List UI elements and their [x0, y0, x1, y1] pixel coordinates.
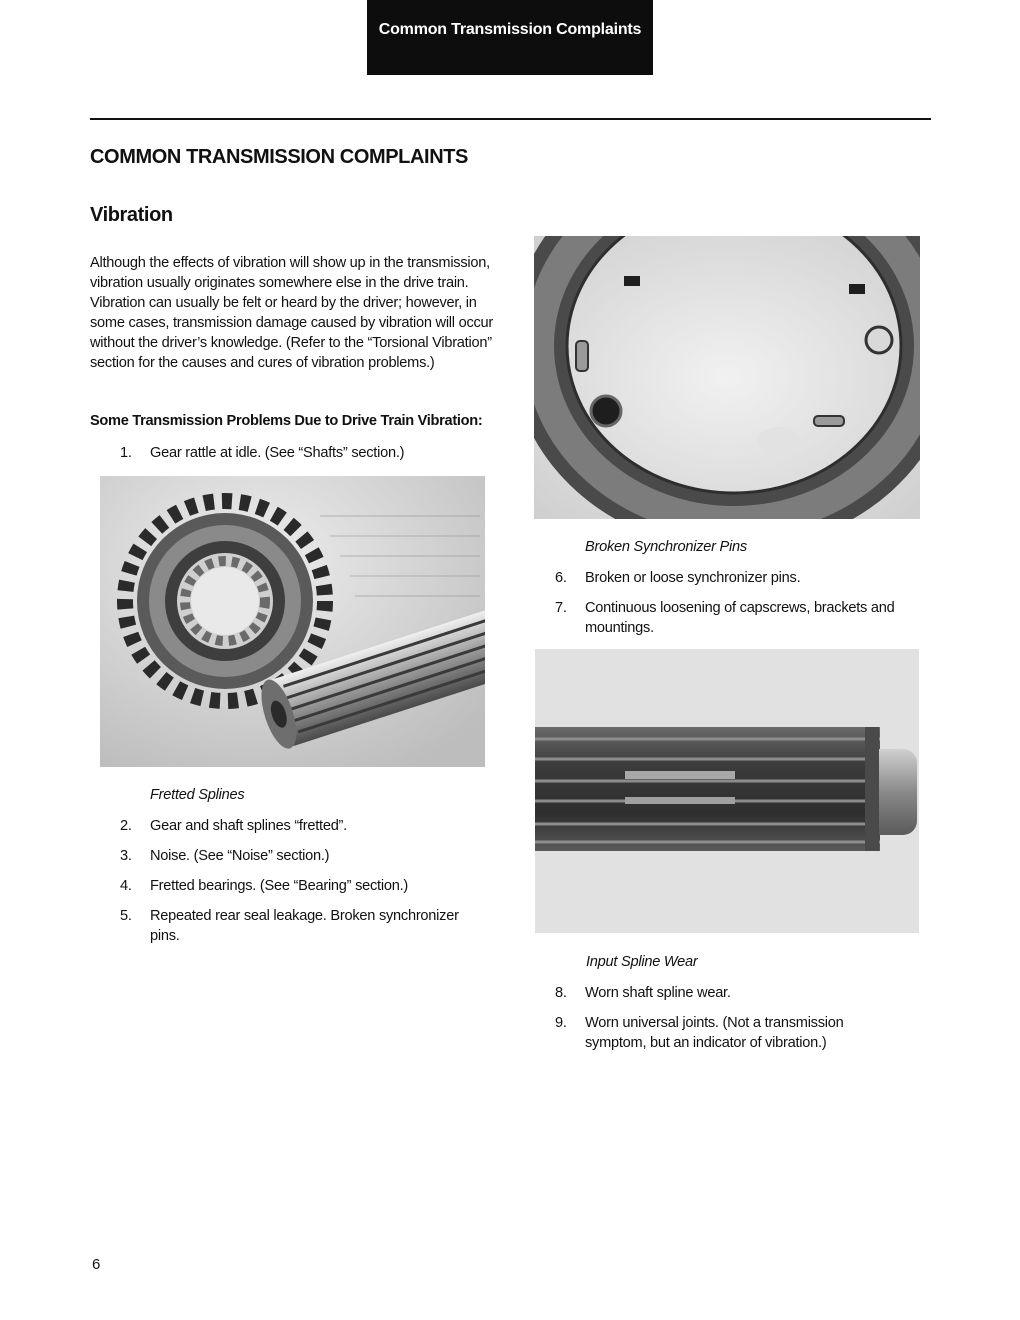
list-number: 3. [120, 848, 132, 864]
list-number: 1. [120, 445, 132, 461]
list-text: Worn shaft spline wear. [585, 985, 731, 1001]
page-number: 6 [92, 1256, 101, 1273]
input-spline-wear-photo [535, 649, 919, 933]
list-text: Gear rattle at idle. (See “Shafts” section.) [150, 445, 405, 461]
figure-caption: Input Spline Wear [586, 954, 698, 970]
list-text: Repeated rear seal leakage. Broken synchronizer pins. [150, 908, 459, 944]
figure-caption: Fretted Splines [150, 787, 245, 803]
list-number: 9. [555, 1015, 567, 1031]
list-number: 5. [120, 908, 132, 924]
fretted-splines-photo [100, 476, 485, 767]
list-number: 4. [120, 878, 132, 894]
header-rule [90, 118, 931, 120]
list-text: Broken or loose synchronizer pins. [585, 570, 801, 586]
list-text: Fretted bearings. (See “Bearing” section.) [150, 878, 408, 894]
list-number: 7. [555, 600, 567, 616]
list-text: Continuous loosening of capscrews, brackets and mountings. [585, 600, 895, 636]
section-title: Vibration [90, 204, 173, 226]
problems-heading: Some Transmission Problems Due to Drive Train Vibration: [90, 413, 483, 429]
list-number: 6. [555, 570, 567, 586]
list-text: Noise. (See “Noise” section.) [150, 848, 330, 864]
broken-synchronizer-pins-photo [534, 236, 920, 519]
figure-caption: Broken Synchronizer Pins [585, 539, 747, 555]
intro-paragraph: Although the effects of vibration will show up in the transmission, vibration usually originates somewhere else in the drive train. Vibration can usually be felt or heard by the driver; however, in some cases, transmission damage caused by vibration will occur without the driver’s knowledge. (Refer to the “Torsional Vibration” section for the causes and cures of vibration problems.) [90, 255, 494, 371]
list-number: 8. [555, 985, 567, 1001]
list-text: Worn universal joints. (Not a transmission symptom, but an indicator of vibration.) [585, 1015, 844, 1051]
list-text: Gear and shaft splines “fretted”. [150, 818, 347, 834]
list-number: 2. [120, 818, 132, 834]
page-title: COMMON TRANSMISSION COMPLAINTS [90, 146, 468, 168]
header-tab: Common Transmission Complaints [367, 0, 653, 75]
